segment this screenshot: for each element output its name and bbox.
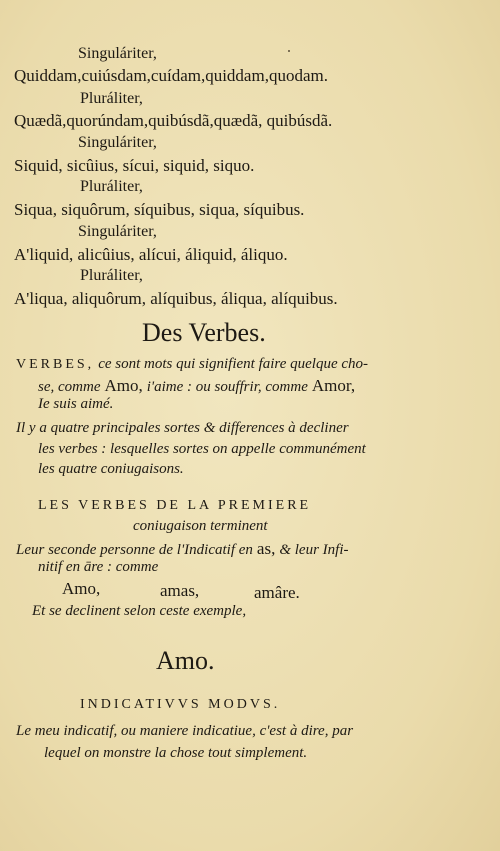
example-amo: Amo,: [62, 579, 101, 598]
siqua-declension: Siqua, siquôrum, síquibus, siqua, síquibus.: [14, 200, 305, 219]
singulariter-label-1: Singuláriter,: [78, 45, 157, 62]
amo-heading: Amo.: [156, 646, 215, 675]
indicative-line-2: lequel on monstre la chose tout simplement.: [44, 745, 308, 761]
quiddam-declension: Quiddam,cuiúsdam,cuídam,quiddam,quodam.: [14, 66, 328, 85]
verbes-caps: VERBES,: [16, 357, 95, 372]
premiere-subline: coniugaison terminent: [133, 518, 268, 534]
premiere-rule-line-2: nitif en āre : comme: [38, 559, 159, 575]
premiere-rule-line-1: Leur seconde personne de l'Indicatif en as, & leur Infi-: [16, 539, 349, 558]
ink-speck: [288, 50, 290, 52]
quaeda-declension: Quædã,quorúndam,quibúsdã,quædã, quibúsdã.: [14, 111, 333, 130]
as-ending: as,: [256, 539, 276, 558]
indicative-line-1: Le meu indicatif, ou maniere indicatiue, c'est à dire, par: [16, 723, 354, 739]
pluraliter-label-3: Pluráliter,: [80, 267, 143, 284]
amor-word: Amor,: [311, 376, 356, 395]
siquid-declension: Siquid, sicûius, sícui, siquid, siquo.: [14, 156, 255, 175]
aliquid-declension: A'liquid, alicûius, alícui, áliquid, áliquo.: [14, 245, 288, 264]
aliqua-declension: A'liqua, aliquôrum, alíquibus, áliqua, alíquibus.: [14, 289, 338, 308]
example-amas: amas,: [160, 581, 200, 600]
verbes-definition-line-1: [16, 356, 368, 372]
pluraliter-label-1: Pluráliter,: [80, 90, 143, 107]
conjugations-line-1: Il y a quatre principales sortes & differences à decliner: [16, 420, 349, 436]
definition-text: ce sont mots qui signifient faire quelque cho-: [98, 356, 369, 372]
singulariter-label-2: Singuláriter,: [78, 134, 157, 151]
amo-word: Amo,: [104, 376, 143, 395]
conjugations-line-2: les verbes : lesquelles sortes on appelle communément: [38, 441, 366, 457]
conjugations-line-3: les quatre coniugaisons.: [38, 461, 184, 477]
singulariter-label-3: Singuláriter,: [78, 223, 157, 240]
example-amare: amâre.: [254, 583, 300, 602]
indicativus-heading: INDICATIVVS MODVS.: [80, 697, 281, 712]
premiere-rule-line-4: Et se declinent selon ceste exemple,: [32, 603, 247, 619]
verbes-definition-line-3: Ie suis aimé.: [38, 396, 114, 412]
premiere-caps-heading: LES VERBES DE LA PREMIERE: [38, 498, 312, 513]
des-verbes-heading: Des Verbes.: [142, 318, 266, 347]
pluraliter-label-2: Pluráliter,: [80, 178, 143, 195]
verbes-definition-line-2: se, comme Amo, i'aime : ou souffrir, comme Amor,: [38, 376, 356, 395]
